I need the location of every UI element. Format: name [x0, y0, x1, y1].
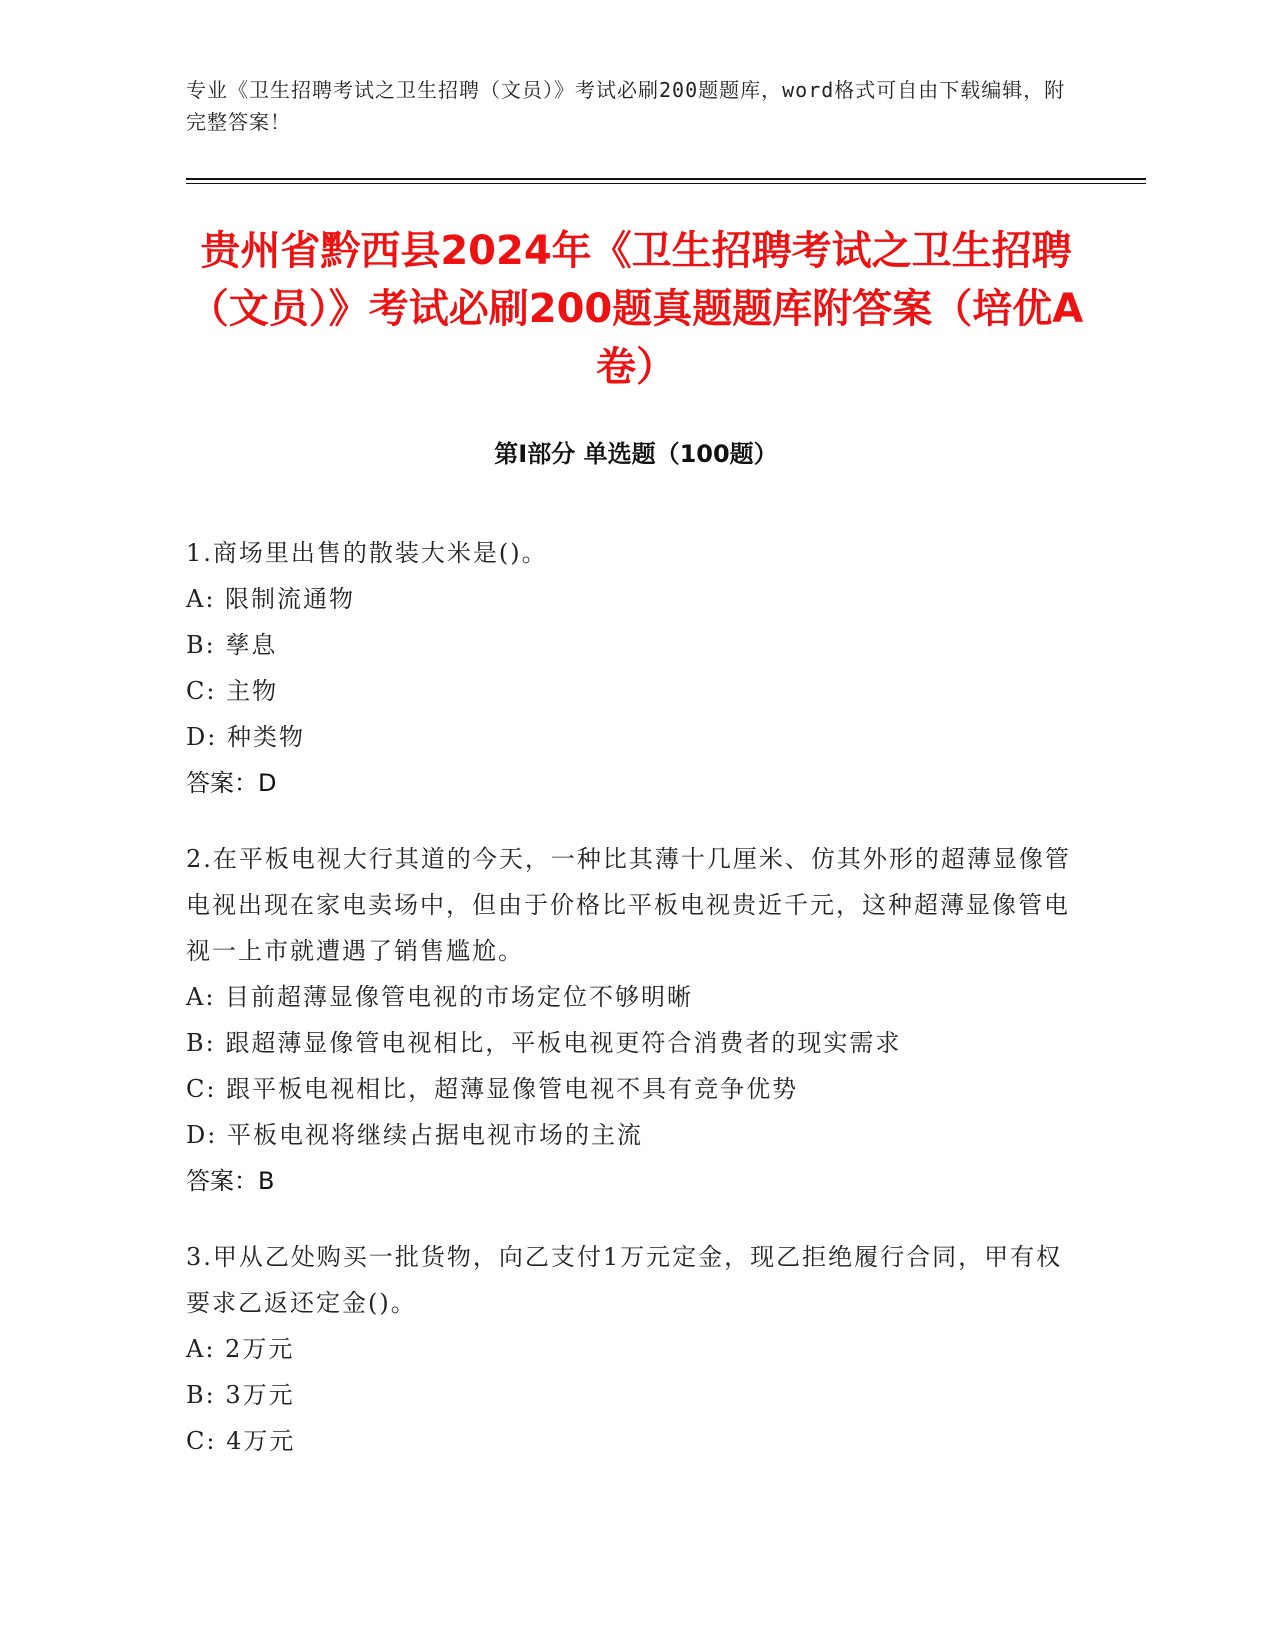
- document-title: 贵州省黔西县2024年《卫生招聘考试之卫生招聘（文员）》考试必刷200题真题题库附答案（培优A卷）: [188, 228, 1084, 390]
- option-a: A: 目前超薄显像管电视的市场定位不够明晰: [186, 983, 694, 1011]
- option-c: C: 主物: [186, 677, 279, 705]
- header-divider-thin: [186, 183, 1146, 184]
- option-d: D: 平板电视将继续占据电视市场的主流: [186, 1121, 643, 1149]
- answer: 答案：D: [186, 769, 277, 797]
- option-d: D: 种类物: [186, 723, 305, 751]
- question-list: [186, 530, 1086, 1494]
- answer: 答案：B: [186, 1167, 275, 1195]
- header-divider: [186, 178, 1146, 180]
- option-c: C: 跟平板电视相比，超薄显像管电视不具有竞争优势: [186, 1075, 799, 1103]
- question-2: [186, 836, 1086, 1204]
- question-3: [186, 1234, 1086, 1464]
- option-a: A: 2万元: [186, 1335, 295, 1363]
- section-title: 第Ⅰ部分 单选题（100题）: [494, 440, 778, 468]
- option-b: B: 孳息: [186, 631, 278, 659]
- option-c: C: 4万元: [186, 1427, 296, 1455]
- question-1: [186, 530, 1086, 806]
- question-text: 1.商场里出售的散装大米是()。: [186, 539, 548, 567]
- document-header-note: 专业《卫生招聘考试之卫生招聘（文员）》考试必刷200题题库，word格式可自由下载编辑，附完整答案！: [186, 78, 1066, 134]
- question-text: 2.在平板电视大行其道的今天，一种比其薄十几厘米、仿其外形的超薄显像管电视出现在家电卖场中，但由于价格比平板电视贵近千元，这种超薄显像管电视一上市就遭遇了销售尴尬。: [186, 845, 1071, 965]
- option-b: B: 3万元: [186, 1381, 295, 1409]
- option-a: A: 限制流通物: [186, 585, 356, 613]
- option-b: B: 跟超薄显像管电视相比，平板电视更符合消费者的现实需求: [186, 1029, 902, 1057]
- question-text: 3.甲从乙处购买一批货物，向乙支付1万元定金，现乙拒绝履行合同，甲有权要求乙返还定金()。: [186, 1243, 1063, 1317]
